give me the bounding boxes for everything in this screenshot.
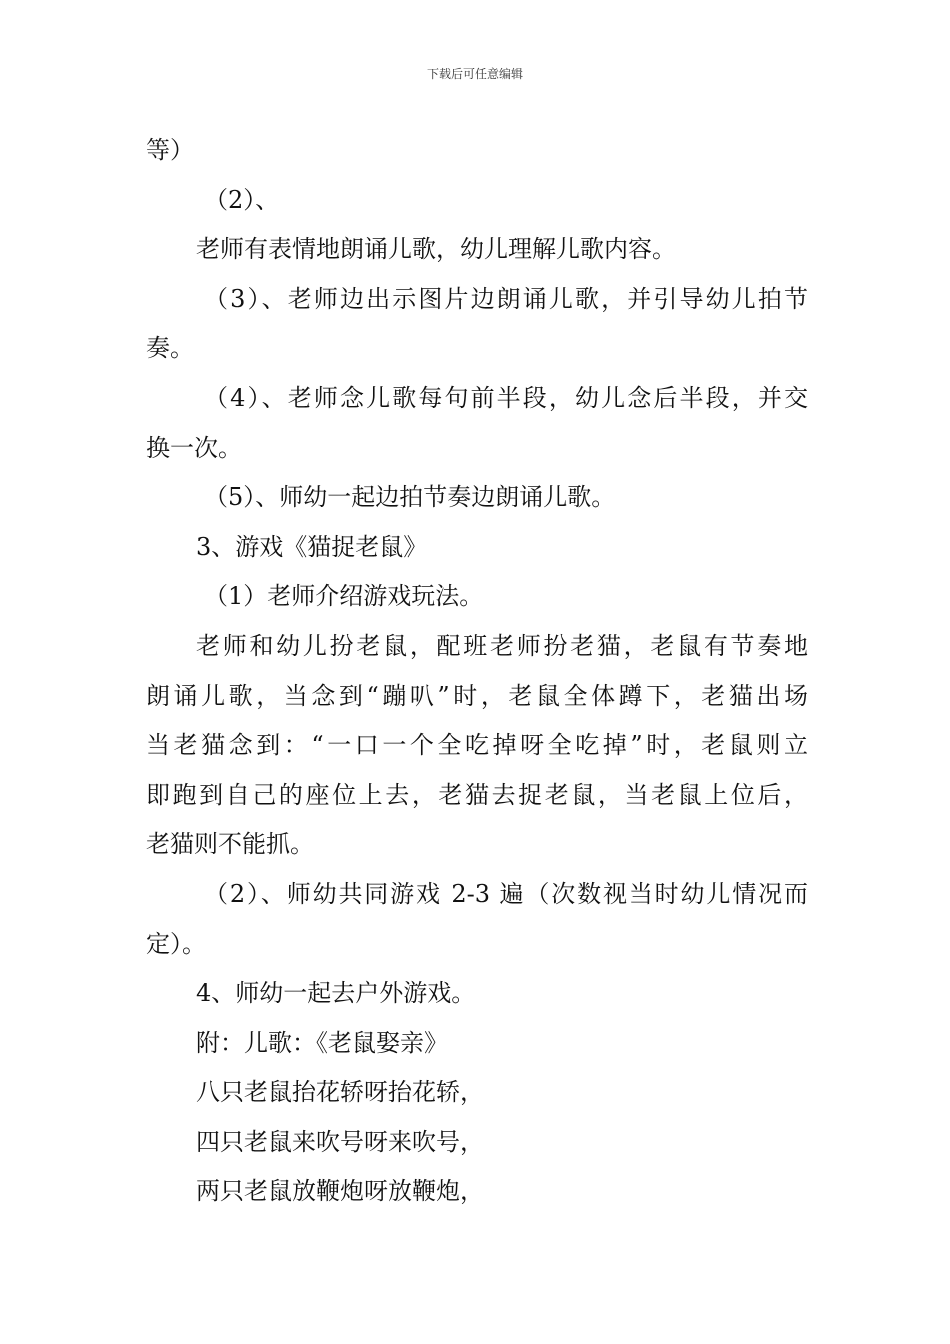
text-line-13: 当老猫念到：“一口一个全吃掉呀全吃掉”时，老鼠则立 — [146, 731, 808, 760]
text-line-12: 朗诵儿歌，当念到“蹦叭”时，老鼠全体蹲下，老猫出场 — [146, 681, 808, 710]
document-body — [146, 126, 808, 1217]
text-line-10: （1）老师介绍游戏玩法。 — [204, 582, 484, 611]
text-line-16: （2）、师幼共同游戏 2-3 遍（次数视当时幼儿情况而 — [204, 879, 808, 908]
text-line-22: 两只老鼠放鞭炮呀放鞭炮， — [196, 1177, 484, 1206]
text-line-15: 老猫则不能抓。 — [146, 830, 314, 859]
text-line-14: 即跑到自己的座位上去，老猫去捉老鼠，当老鼠上位后， — [146, 780, 808, 809]
text-line-9: 3、游戏《猫捉老鼠》 — [196, 532, 428, 561]
text-line-18: 4、师幼一起去户外游戏。 — [196, 979, 476, 1008]
text-line-17: 定）。 — [146, 929, 206, 958]
text-line-3: 老师有表情地朗诵儿歌，幼儿理解儿歌内容。 — [196, 235, 676, 264]
text-line-4: （3）、老师边出示图片边朗诵儿歌，并引导幼儿拍节 — [204, 284, 808, 313]
text-line-8: （5）、师幼一起边拍节奏边朗诵儿歌。 — [204, 483, 616, 512]
text-line-11: 老师和幼儿扮老鼠，配班老师扮老猫，老鼠有节奏地 — [196, 631, 808, 660]
text-line-20: 八只老鼠抬花轿呀抬花轿， — [196, 1078, 484, 1107]
page-header: 下载后可任意编辑 — [426, 67, 523, 81]
text-line-7: 换一次。 — [146, 433, 242, 462]
text-line-19: 附：儿歌：《老鼠娶亲》 — [196, 1028, 448, 1057]
text-line-21: 四只老鼠来吹号呀来吹号， — [196, 1127, 484, 1156]
text-line-1: 等） — [146, 136, 194, 164]
text-line-2: （2）、 — [204, 185, 280, 214]
text-line-5: 奏。 — [146, 334, 194, 363]
text-line-6: （4）、老师念儿歌每句前半段，幼儿念后半段，并交 — [204, 383, 808, 412]
